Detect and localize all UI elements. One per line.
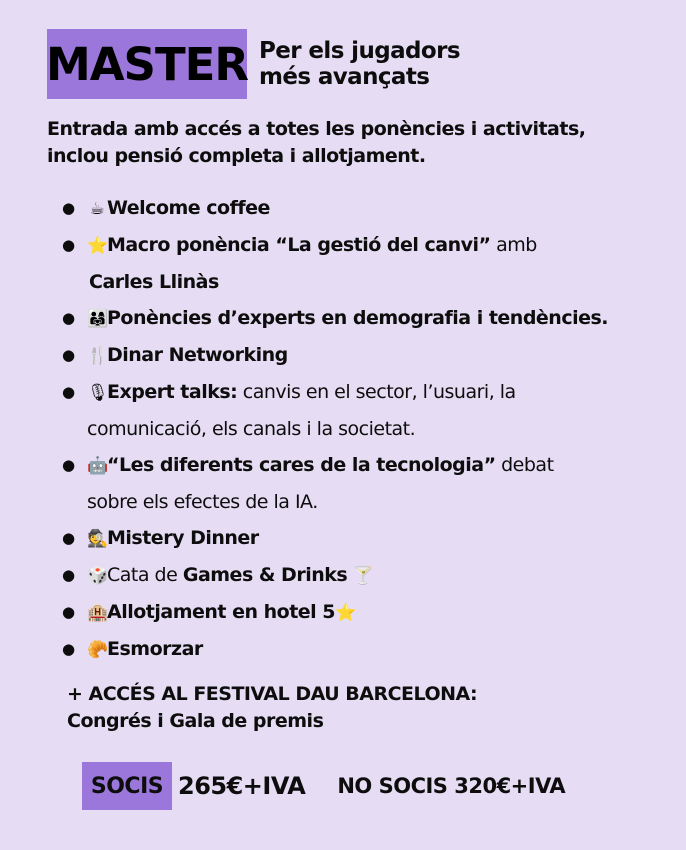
cocktail-icon: 🍸 [352, 566, 374, 586]
activities-list [62, 190, 642, 668]
family-icon: 👨‍👩‍👧 [87, 309, 108, 329]
list-item [62, 631, 642, 668]
nosocis-price: NO SOCIS 320€+IVA [337, 774, 566, 798]
festival-line-1: + ACCÉS AL FESTIVAL DAU BARCELONA: [67, 683, 478, 705]
hotel-icon: 🏨 [87, 603, 108, 623]
item-bold: Dinar Networking [107, 344, 288, 366]
bullet-icon: ● [62, 199, 75, 217]
croissant-icon: 🥐 [87, 640, 108, 660]
list-item [62, 447, 642, 520]
subtitle-line-2: més avançats [259, 64, 430, 90]
socis-price: 265€+IVA [178, 772, 306, 800]
robot-icon: 🤖 [87, 456, 108, 476]
list-item [62, 374, 642, 447]
bullet-icon: ● [62, 383, 75, 401]
item-continuation: Carles Llinàs [89, 271, 219, 293]
pricing [82, 762, 565, 810]
bullet-icon: ● [62, 456, 75, 474]
item-continuation: comunicació, els canals i la societat. [87, 418, 416, 440]
microphone-icon: 🎙 [87, 383, 109, 403]
item-bold: Allotjament en hotel 5 [107, 601, 336, 623]
subtitle [259, 38, 460, 90]
intro-line-2: inclou pensió completa i allotjament. [47, 145, 426, 167]
coffee-icon: ☕ [89, 199, 105, 219]
list-item [62, 190, 642, 227]
festival-note [67, 681, 477, 735]
list-item [62, 300, 642, 337]
item-bold: Games & Drinks [182, 564, 348, 586]
bullet-icon: ● [62, 603, 75, 621]
item-bold: Welcome coffee [107, 197, 270, 219]
bullet-icon: ● [62, 529, 75, 547]
header [47, 29, 460, 99]
socis-badge: SOCIS [82, 762, 172, 810]
bullet-icon: ● [62, 346, 75, 364]
item-text: Cata de [107, 564, 183, 586]
item-bold: Ponències d’experts en demografia i tendències. [107, 307, 609, 329]
star-icon: ⭐ [87, 236, 108, 256]
item-bold: Esmorzar [107, 638, 203, 660]
star-icon: ⭐ [335, 603, 356, 623]
dice-icon: 🎲 [87, 566, 108, 586]
title-badge: MASTER [47, 29, 247, 99]
list-item [62, 520, 642, 557]
list-item [62, 594, 642, 631]
intro-text [47, 116, 657, 170]
festival-line-2: Congrés i Gala de premis [67, 710, 324, 732]
item-text: amb [490, 234, 537, 256]
list-item [62, 227, 642, 300]
item-bold: Macro ponència “La gestió del canvi” [107, 234, 491, 256]
list-item [62, 557, 642, 594]
detective-icon: 🕵 [87, 529, 108, 549]
bullet-icon: ● [62, 309, 75, 327]
fork-knife-icon: 🍴 [87, 346, 108, 366]
item-text: canvis en el sector, l’usuari, la [237, 381, 516, 403]
item-continuation: sobre els efectes de la IA. [87, 491, 318, 513]
intro-line-1: Entrada amb accés a totes les ponències i activitats, [47, 118, 586, 140]
bullet-icon: ● [62, 566, 75, 584]
item-bold: Mistery Dinner [107, 527, 259, 549]
list-item [62, 337, 642, 374]
item-bold: “Les diferents cares de la tecnologia” [107, 454, 496, 476]
item-text: debat [495, 454, 554, 476]
item-bold: Expert talks: [107, 381, 238, 403]
bullet-icon: ● [62, 640, 75, 658]
bullet-icon: ● [62, 236, 75, 254]
subtitle-line-1: Per els jugadors [259, 38, 460, 64]
